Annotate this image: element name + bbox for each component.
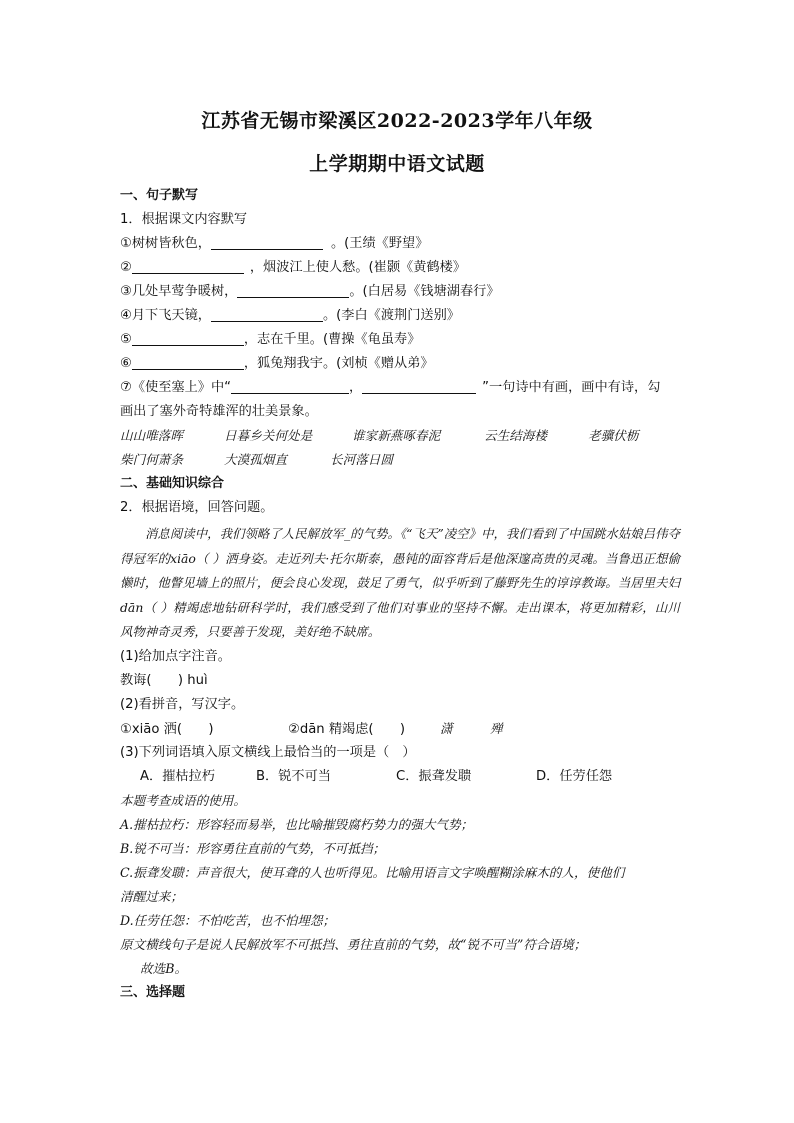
q2-sub1: (1)给加点字注音。 [120, 648, 231, 664]
explanation-line: B.锐不可当：形容勇往直前的气势，不可抵挡； [120, 840, 386, 856]
q1-stem: 1．根据课文内容默写 [120, 212, 248, 227]
q1-item-5 [120, 328, 680, 352]
q1-item-4-post: 。(李白《渡荆门送别》 [322, 308, 460, 323]
explanation-line: A.摧枯拉朽：形容轻而易举，也比喻摧毁腐朽势力的强大气势； [120, 816, 474, 832]
answer-blank [211, 235, 323, 250]
q1-item-3 [120, 280, 680, 304]
answer-blank [237, 283, 349, 298]
explanation-line: 本题考查成语的使用。 [120, 792, 246, 808]
explanation-line: 原文横线句子是说人民解放军不可抵挡、勇往直前的气势，故“锐不可当”符合语境； [120, 936, 587, 952]
answer-text: 谁家新燕啄春泥 [352, 428, 441, 443]
q2-passage: 消息阅读中，我们领略了人民解放军_的气势。《“飞天”凌空》中，我们看到了中国跳水姑娘吕伟夺得冠军的xiāo（ ）洒身姿。走近列夫·托尔斯泰，愚钝的面容背后是他深邃高贵的灵魂。当鲁迅正想偷懒时，他瞥见墙上的照片，便会良心发现，鼓足了勇气，似乎听到了藤野先生的谆谆教诲。当居里夫妇dān（ ）精竭虑地钻研科学时，我们感受到了他们对事业的坚持不懈。走出课本，将更加精彩，山川风物神奇灵秀，只要善于发现，美好绝不缺席。 [120, 526, 680, 639]
q2-sub3: (3)下列词语填入原文横线上最恰当的一项是（ ） [120, 744, 416, 760]
document-title-line2: 上学期期中语文试题 [309, 153, 485, 175]
q1-item-4 [120, 304, 680, 328]
answers-row-1 [120, 424, 680, 448]
explanation-line: 故选B。 [140, 960, 188, 976]
q1-item-7-pre: ⑦《使至塞上》中“ [120, 380, 231, 395]
answer-text: 老骥伏枥 [588, 428, 639, 443]
answer-text: 殚 [490, 720, 503, 736]
q1-item-1-post: 。(王绩《野望》 [330, 236, 429, 251]
q2-sub2-items [120, 717, 680, 741]
section2-heading: 二、基础知识综合 [120, 476, 225, 491]
q1-item-4-pre: ④月下飞天镜， [120, 308, 211, 323]
q1-item-7 [120, 376, 680, 400]
q2-options [120, 765, 680, 789]
answer-blank [132, 331, 244, 346]
q1-item-3-pre: ③几处早莺争暖树， [120, 284, 238, 299]
answer-blank [132, 355, 244, 370]
q1-item-6-post: ，狐兔翔我宇。(刘桢《赠从弟》 [243, 356, 434, 371]
q2-sub2-a: ①xiāo 洒( ) [120, 721, 214, 737]
q1-item-7-continued: 画出了塞外奇特雄浑的壮美景象。 [120, 404, 318, 419]
explanation-line: C.振聋发聩：声音很大，使耳聋的人也听得见。比喻用语言文字唤醒糊涂麻木的人，使他们 [120, 864, 625, 880]
answer-text: 云生结海楼 [484, 428, 547, 443]
answer-text: 山山唯落晖 [120, 428, 183, 443]
q1-item-7-post: ”一句诗中有画，画中有诗，勾 [482, 380, 661, 395]
answer-blank [231, 379, 349, 394]
answer-blank [211, 307, 323, 322]
option-a: A．摧枯拉朽 [140, 768, 215, 784]
q1-item-1-pre: ①树树皆秋色， [120, 236, 211, 251]
explanation-line: 清醒过来； [120, 888, 183, 904]
q1-item-2 [120, 256, 680, 280]
q1-item-7-mid: ， [348, 380, 363, 395]
q1-item-6-pre: ⑥ [120, 356, 132, 371]
q1-item-5-post: ，志在千里。(曹操《龟虽寿》 [243, 332, 421, 347]
document-title-line1: 江苏省无锡市梁溪区2022-2023学年八年级 [201, 110, 593, 132]
q1-item-5-pre: ⑤ [120, 332, 132, 347]
explanation-line: D.任劳任怨：不怕吃苦，也不怕埋怨； [120, 912, 336, 928]
section1-heading: 一、句子默写 [120, 188, 199, 203]
document-body [120, 184, 680, 1005]
answer-text: 长河落日圆 [330, 452, 393, 467]
option-b: B．锐不可当 [256, 768, 331, 784]
option-d: D．任劳任怨 [536, 768, 613, 784]
q1-item-2-post: ，烟波江上使人愁。(崔颢《黄鹤楼》 [249, 260, 466, 275]
answer-text: 潇 [440, 720, 453, 736]
option-c: C．振聋发聩 [396, 768, 472, 784]
section3-heading: 三、选择题 [120, 984, 186, 1000]
answer-blank [362, 379, 476, 394]
q2-sub1-item: 教诲( ) huì [120, 672, 208, 688]
answer-text: 柴门何萧条 [120, 452, 183, 467]
answer-text: 日暮乡关何处是 [224, 428, 313, 443]
q2-sub2-b: ②dān 精竭虑( ) [288, 721, 406, 737]
q1-item-3-post: 。(白居易《钱塘湖春行》 [349, 284, 500, 299]
answer-blank [132, 259, 244, 274]
q2-stem: 2．根据语境，回答问题。 [120, 500, 274, 515]
q2-sub2: (2)看拼音，写汉字。 [120, 696, 245, 712]
q1-item-1 [120, 232, 680, 256]
q1-item-2-pre: ② [120, 260, 132, 275]
answers-row-2 [120, 448, 680, 472]
q1-item-6 [120, 352, 680, 376]
answer-text: 大漠孤烟直 [224, 452, 287, 467]
